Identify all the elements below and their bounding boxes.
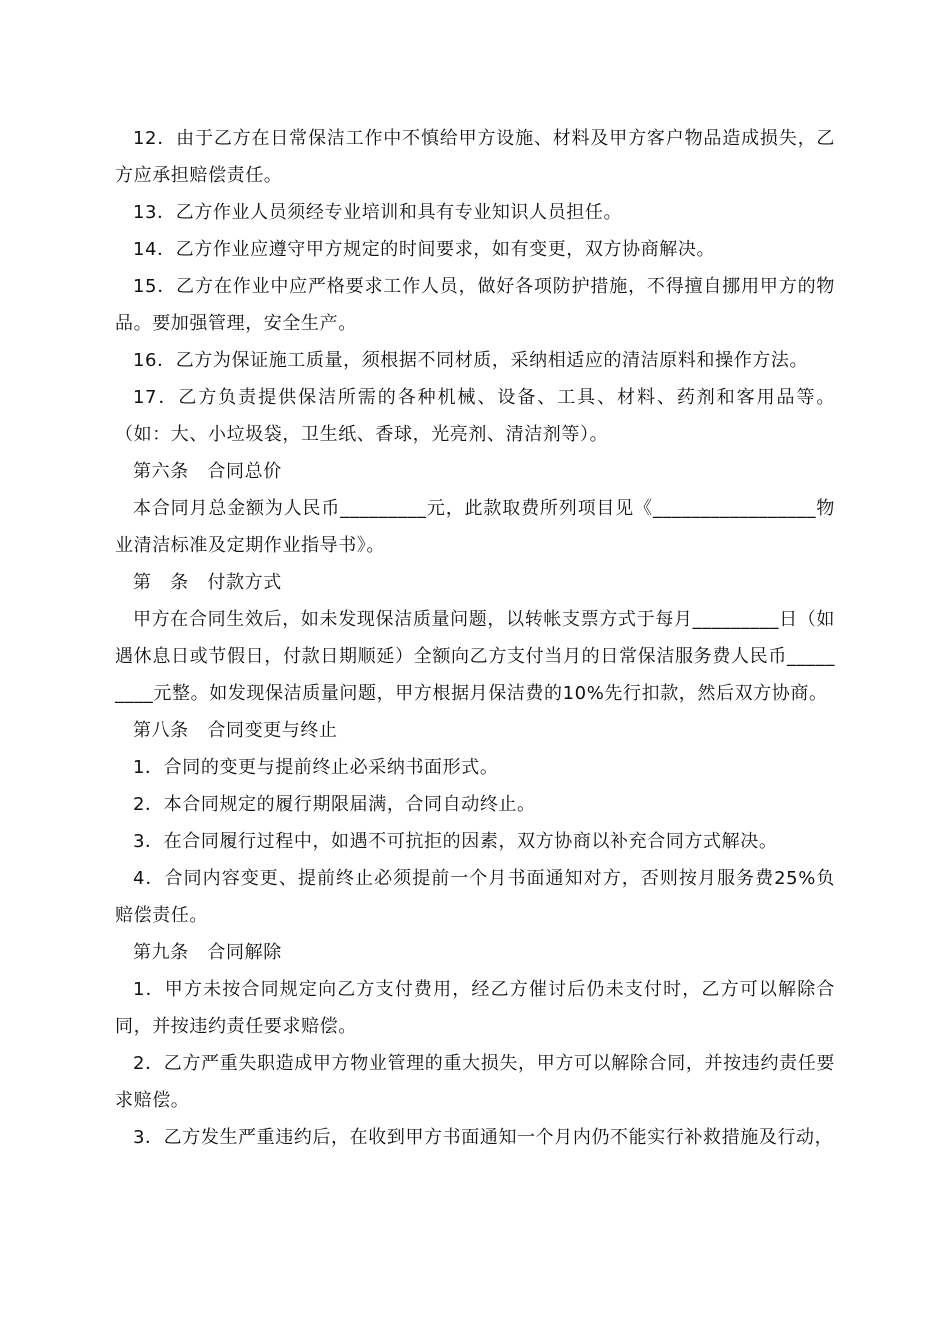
clause-15: 15．乙方在作业中应严格要求工作人员，做好各项防护措施，不得擅自挪用甲方的物品。要加强管理，安全生产。 (115, 276, 835, 334)
section-heading-change-termination: 第八条 合同变更与终止 (133, 720, 338, 741)
section-heading-total-price: 第六条 合同总价 (133, 461, 282, 482)
change-item-4: 4．合同内容变更、提前终止必须提前一个月书面通知对方，否则按月服务费25%负赔偿责任。 (115, 868, 835, 926)
section-heading-payment: 第 条 付款方式 (133, 572, 282, 593)
change-item-3: 3．在合同履行过程中，如遇不可抗拒的因素，双方协商以补充合同方式解决。 (133, 831, 778, 852)
clause-17: 17．乙方负责提供保洁所需的各种机械、设备、工具、材料、药剂和客用品等。（如：大、小垃圾袋，卫生纸、香球，光亮剂、清洁剂等）。 (115, 387, 835, 445)
rescission-item-2: 2．乙方严重失职造成甲方物业管理的重大损失，甲方可以解除合同，并按违约责任要求赔偿。 (115, 1053, 835, 1111)
clause-12: 12．由于乙方在日常保洁工作中不慎给甲方设施、材料及甲方客户物品造成损失，乙方应承担赔偿责任。 (115, 128, 835, 186)
clause-13: 13．乙方作业人员须经专业培训和具有专业知识人员担任。 (133, 202, 623, 223)
total-price-paragraph: 本合同月总金额为人民币_________元，此款取费所列项目见《_________________物业清洁标准及定期作业指导书》。 (115, 498, 835, 556)
document-body (115, 120, 835, 1156)
rescission-item-3: 3．乙方发生严重违约后，在收到甲方书面通知一个月内仍不能实行补救措施及行动， (133, 1127, 834, 1148)
clause-16: 16．乙方为保证施工质量，须根据不同材质，采纳相适应的清洁原料和操作方法。 (133, 350, 809, 371)
clause-14: 14．乙方作业应遵守甲方规定的时间要求，如有变更，双方协商解决。 (133, 239, 716, 260)
section-heading-rescission: 第九条 合同解除 (133, 942, 282, 963)
change-item-2: 2．本合同规定的履行期限届满，合同自动终止。 (133, 794, 536, 815)
change-item-1: 1．合同的变更与提前终止必采纳书面形式。 (133, 757, 499, 778)
rescission-item-1: 1．甲方未按合同规定向乙方支付费用，经乙方催讨后仍未支付时，乙方可以解除合同，并按违约责任要求赔偿。 (115, 979, 835, 1037)
payment-paragraph: 甲方在合同生效后，如未发现保洁质量问题，以转帐支票方式于每月_________日（如遇休息日或节假日，付款日期顺延）全额向乙方支付当月的日常保洁服务费人民币_________元整。如发现保洁质量问题，甲方根据月保洁费的10%先行扣款，然后双方协商。 (115, 609, 835, 704)
